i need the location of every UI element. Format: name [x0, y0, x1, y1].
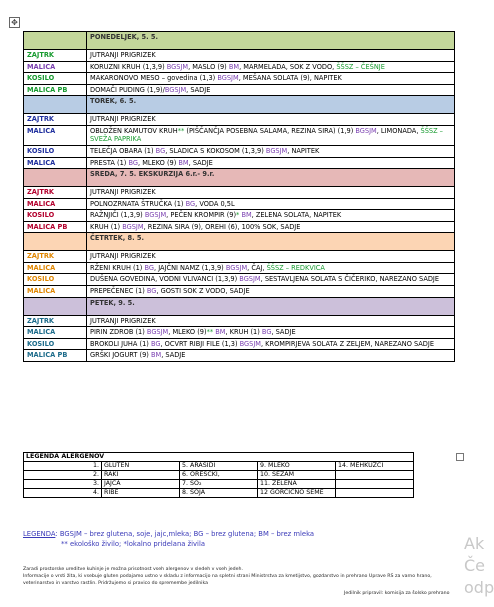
menu-table	[23, 31, 455, 362]
dish-text: JUTRANJI PRIGRIZEK	[90, 115, 156, 124]
meal-type-label: KOSILO	[24, 338, 87, 350]
meal-description	[87, 187, 455, 199]
dish-text: JUTRANJI PRIGRIZEK	[90, 316, 156, 325]
meal-row	[24, 114, 455, 126]
dish-text: JUTRANJI PRIGRIZEK	[90, 188, 156, 197]
day-header-spacer	[24, 96, 87, 114]
footer-signature: Jedilnik pripravil: komisija za šolsko prehrano	[344, 591, 450, 596]
dish-text: , SADJE	[186, 85, 211, 94]
dish-text: RŽENI KRUH (1)	[90, 263, 145, 272]
meal-description	[87, 198, 455, 210]
meal-type-label: ZAJTRK	[24, 251, 87, 263]
dish-text: , SESTAVLJENA SOLATA S ČIČERIKO, NAREZANO SADJE	[260, 275, 440, 284]
dish-text: KORUZNI KRUH (1,3,9)	[90, 62, 167, 71]
dish-text: , OCVRT RIBJI FILE (1,3)	[160, 339, 240, 348]
meal-row	[24, 286, 455, 298]
legend-title: LEGENDA ALERGENOV	[24, 453, 414, 462]
meal-type-label: KOSILO	[24, 145, 87, 157]
diet-tag: BGSJM	[355, 126, 377, 135]
meal-type-label: MALICA	[24, 157, 87, 169]
diet-tag: ŠŠSZ – SVEŽA PAPRIKA	[90, 126, 443, 144]
meal-description	[87, 61, 455, 73]
meal-type-label: KOSILO	[24, 73, 87, 85]
diet-tag: BGSJM	[239, 339, 261, 348]
meal-type-label: MALICA	[24, 286, 87, 298]
meal-description	[87, 114, 455, 126]
meal-type-label: MALICA PB	[24, 221, 87, 233]
dish-text: DOMAČI PUDING (1,9)/	[90, 85, 165, 94]
dish-text: , MARMELADA, SOK Z VODO,	[239, 62, 337, 71]
meal-row	[24, 73, 455, 85]
day-header-row	[24, 96, 455, 114]
diet-tag: ŠŠSZ – ČEŠNJE	[336, 62, 385, 71]
day-header-row	[24, 32, 455, 50]
meal-description	[87, 125, 455, 145]
meal-row	[24, 274, 455, 286]
legend-row: 2. RAKI 6. OREŠČKI, 10. SEZAM	[24, 471, 414, 480]
dish-text: , KRUH (1)	[225, 328, 262, 337]
dish-text: RAŽNJIČI (1,3,9)	[90, 211, 145, 220]
meal-type-label: ZAJTRK	[24, 187, 87, 199]
legend-row: 3. JAJCA 7. SO₂ 11. ZELENA	[24, 480, 414, 489]
meal-type-label: ZAJTRK	[24, 114, 87, 126]
meal-description	[87, 338, 455, 350]
dish-text: PRESTA (1)	[90, 158, 129, 167]
dish-text: , SADJE	[271, 328, 296, 337]
meal-description	[87, 145, 455, 157]
meal-description	[87, 157, 455, 169]
dish-text: , PEČEN KROMPIR (9)	[166, 211, 237, 220]
dish-text: DUŠENA GOVEDINA, VODNI VLIVANCI (1,3,9)	[90, 275, 240, 284]
meal-row	[24, 198, 455, 210]
diet-tag: BGSJM	[146, 328, 169, 337]
dish-text: , KROMPIRJEVA SOLATA Z ZELJEM, NAREZANO SADJE	[260, 339, 434, 348]
day-header-row	[24, 297, 455, 315]
meal-description	[87, 50, 455, 62]
meal-row	[24, 84, 455, 96]
diet-tag: BM	[178, 158, 189, 167]
dish-text: PREPEČENEC (1)	[90, 287, 147, 295]
meal-description	[87, 251, 455, 263]
diet-tag: *	[236, 211, 240, 220]
diet-tag: BG	[128, 158, 138, 167]
meal-row	[24, 221, 455, 233]
meal-row	[24, 338, 455, 350]
activation-watermark-line3: odp	[464, 578, 494, 597]
dish-text: , LIMONADA,	[376, 126, 421, 135]
activation-watermark-line1: Ak	[464, 534, 485, 553]
dish-text: , ZELENA SOLATA, NAPITEK	[251, 211, 342, 220]
meal-type-label: KOSILO	[24, 210, 87, 222]
meal-row	[24, 251, 455, 263]
meal-row	[24, 145, 455, 157]
dish-text: JUTRANJI PRIGRIZEK	[90, 252, 156, 261]
meal-description	[87, 327, 455, 339]
dish-text: PIRIN ZDROB (1)	[90, 328, 147, 337]
meal-type-label: MALICA	[24, 198, 87, 210]
diet-tag: BG	[185, 199, 196, 208]
meal-row	[24, 157, 455, 169]
dish-text: , MASLO (9)	[188, 62, 229, 71]
dish-text: , SADJE	[161, 351, 186, 360]
diet-tag: BGSJM	[144, 211, 167, 220]
meal-row	[24, 210, 455, 222]
allergen-legend-table	[23, 452, 414, 498]
day-title: TOREK, 6. 5.	[87, 96, 455, 114]
diet-legend-label: LEGENDA	[23, 530, 56, 538]
table-move-handle-icon[interactable]: ✥	[9, 17, 20, 28]
legend-row: 1. GLUTEN 5. ARAŠIDI 9. MLEKO 14. MEHKUŽCI	[24, 462, 414, 471]
diet-tag: ŠŠSZ – REDKVICA	[266, 263, 325, 272]
footer-notice	[23, 567, 448, 587]
meal-type-label: ZAJTRK	[24, 315, 87, 327]
meal-description	[87, 350, 455, 362]
diet-tag: BM	[150, 351, 162, 360]
day-header-spacer	[24, 297, 87, 315]
meal-description	[87, 315, 455, 327]
day-title: ČETRTEK, 8. 5.	[87, 233, 455, 251]
meal-row	[24, 350, 455, 362]
diet-tag: BG	[261, 328, 272, 337]
diet-tag: BGSJM	[217, 74, 239, 83]
meal-type-label: MALICA PB	[24, 84, 87, 96]
day-header-spacer	[24, 32, 87, 50]
day-title: PETEK, 9. 5.	[87, 297, 455, 315]
diet-tag: BGSJM	[164, 85, 187, 94]
day-title: SREDA, 7. 5. EKSKURZIJA 6.r.- 9.r.	[87, 169, 455, 187]
meal-row	[24, 327, 455, 339]
meal-type-label: MALICA	[24, 262, 87, 274]
dish-text: , GOSTI SOK Z VODO, SADJE	[156, 287, 250, 295]
meal-row	[24, 125, 455, 145]
diet-tag: BG	[144, 263, 154, 272]
dish-text: (PIŠČANČJA POSEBNA SALAMA, REZINA SIRA) (1,9)	[184, 126, 356, 135]
meal-type-label: ZAJTRK	[24, 50, 87, 62]
dish-text: JUTRANJI PRIGRIZEK	[90, 51, 156, 59]
meal-description	[87, 73, 455, 85]
diet-tag: BGSJM	[265, 146, 288, 155]
meal-row	[24, 262, 455, 274]
legend-row: 4. RIBE 8. SOJA 12 GORČIČNO SEME	[24, 489, 414, 498]
dish-text: , VODA 0,5L	[195, 199, 235, 208]
day-title: PONEDELJEK, 5. 5.	[87, 32, 455, 50]
diet-legend-line1: : BGSJM – brez glutena, soje, jajc,mleka; BG – brez glutena; BM – brez mleka	[55, 530, 315, 538]
footer-line2: Informacije o vrsti žita, ki vsebuje gluten podajamo ustno v skladu z informacijo na spletni strani Ministrstva za kmetijstvo, gozdarstvo in prehrano Uprave RS za varno hrano, veterinarstvo in varstvo rastlin. Pridržujemo si pravico do spremembe jedilnika	[23, 573, 432, 586]
diet-tag: BM	[215, 328, 226, 337]
activation-watermark-line2: Če	[464, 556, 486, 575]
meal-description	[87, 210, 455, 222]
dish-text: , REZINA SIRA (9), OREHI (6), 100% SOK, SADJE	[143, 222, 301, 231]
dish-text: , ČAJ,	[247, 263, 267, 272]
diet-tag: **	[206, 328, 214, 337]
meal-type-label: MALICA	[24, 125, 87, 145]
meal-row	[24, 315, 455, 327]
dish-text: TELEČJA OBARA (1)	[90, 146, 156, 155]
diet-tag: BGSJM	[239, 275, 261, 284]
diet-tag: BG	[150, 339, 161, 348]
dish-text: MAKARONOVO MESO – govedina (1,3)	[90, 74, 218, 83]
diet-tag: BG	[155, 146, 166, 155]
footer-line1: Zaradi prostorske ureditve kuhinje je možna prisotnost vseh alergenov v sledeh v vseh jedeh.	[23, 567, 243, 572]
meal-type-label: MALICA	[24, 327, 87, 339]
meal-description	[87, 262, 455, 274]
table-resize-handle-icon[interactable]	[456, 453, 464, 461]
meal-description	[87, 221, 455, 233]
dish-text: BROKOLI JUHA (1)	[90, 339, 151, 348]
dish-text: , NAPITEK	[287, 146, 320, 155]
dish-text: GRŠKI JOGURT (9)	[90, 351, 151, 360]
diet-tag: **	[177, 126, 185, 135]
meal-row	[24, 50, 455, 62]
dish-text: KRUH (1)	[90, 222, 123, 231]
meal-type-label: MALICA PB	[24, 350, 87, 362]
meal-type-label: MALICA	[24, 61, 87, 73]
meal-row	[24, 187, 455, 199]
dish-text: OBLOŽEN KAMUTOV KRUH	[90, 126, 178, 135]
meal-description	[87, 286, 455, 298]
meal-description	[87, 274, 455, 286]
dish-text: , MEŠANA SOLATA (9), NAPITEK	[238, 74, 342, 83]
day-header-row	[24, 233, 455, 251]
diet-tag: BM	[228, 62, 240, 71]
diet-tag: BM	[241, 211, 252, 220]
diet-tag: BG	[146, 287, 157, 295]
meal-type-label: KOSILO	[24, 274, 87, 286]
diet-legend-line2: ** ekološko živilo; *lokalno pridelana živila	[61, 540, 205, 549]
dish-text: POLNOZRNATA ŠTRUČKA (1)	[90, 199, 186, 208]
diet-legend-note	[23, 529, 314, 549]
day-header-spacer	[24, 233, 87, 251]
dish-text: , SADJE	[188, 158, 213, 167]
day-header-row	[24, 169, 455, 187]
diet-tag: BGSJM	[166, 62, 189, 71]
dish-text: , SLADICA S KOKOSOM (1,3,9)	[165, 146, 266, 155]
meal-row	[24, 61, 455, 73]
diet-tag: BGSJM	[122, 222, 144, 231]
diet-tag: BGSJM	[225, 263, 248, 272]
dish-text: , JAJČNI NAMZ (1,3,9)	[154, 263, 226, 272]
dish-text: , MLEKO (9)	[138, 158, 179, 167]
dish-text: , MLEKO (9)	[168, 328, 207, 337]
day-header-spacer	[24, 169, 87, 187]
meal-description	[87, 84, 455, 96]
